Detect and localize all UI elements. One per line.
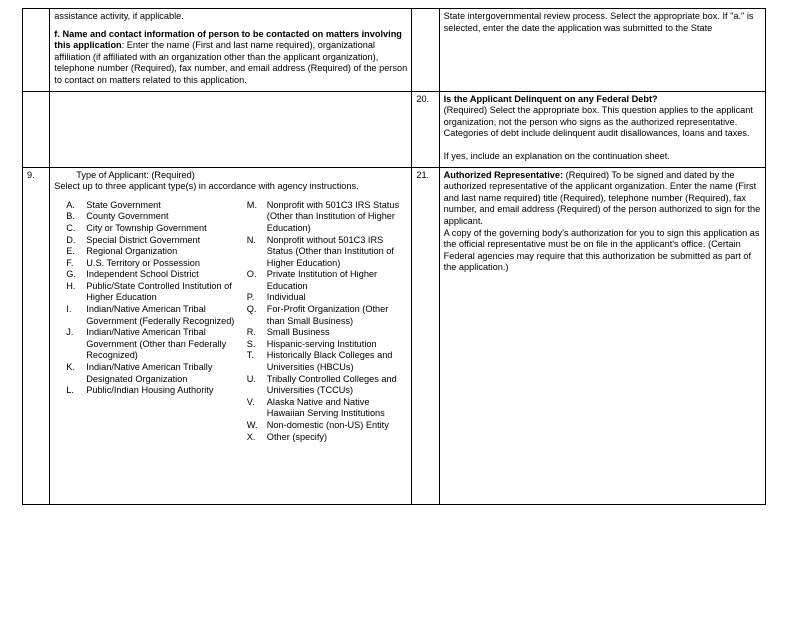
top-left-fragment-cell [50,9,412,92]
item-20-cell [439,91,765,167]
list-item [66,281,237,304]
list-item [66,235,237,247]
applicant-type-lists [54,200,407,443]
list-item-letter: M. [246,199,258,210]
list-item-letter: J. [66,327,74,338]
cell-blank-left-body-1 [50,91,412,167]
table-row-fragment [23,9,766,92]
list-item-letter: D. [66,234,76,245]
list-item-text: Historically Black Colleges and Universities (HBCUs) [266,350,393,373]
item-9-number: 9. [23,167,50,504]
list-item-text: Public/State Controlled Institution of Higher Education [86,280,232,303]
list-item [247,200,408,235]
list-item [247,327,408,339]
list-item-letter: G. [66,269,76,280]
applicant-type-column-left [66,200,237,443]
list-item-text: Hispanic-serving Institution [266,338,377,349]
item-9-cell [50,167,412,504]
list-item-text: Individual [266,292,306,303]
list-item-letter: N. [246,234,256,245]
list-item-text: Public/Indian Housing Authority [86,385,214,396]
list-item-text: Private Institution of Higher Education [266,269,378,291]
item-f-label: f. Name and contact information of person to be contacted on matters involving this application [54,28,402,51]
list-item-letter: S. [246,338,256,349]
list-item-text: Indian/Native American Tribally Designated Organization [86,362,213,384]
table-row-item-9-and-21 [23,167,766,504]
list-item-letter: V. [246,396,255,407]
list-item [247,339,408,351]
list-item-letter: B. [66,211,75,222]
list-item [247,292,408,304]
cell-blank-left-1 [23,91,50,167]
item-20-body: (Required) Select the appropriate box. This question applies to the applicant organization, not the person who signs as the authorized representative. Categories of debt include delinquent audit disallowances, loans and taxes. [443,105,753,139]
list-item-text: Nonprofit with 501C3 IRS Status (Other than Institution of Higher Education) [266,199,400,233]
list-item-text: County Government [86,211,169,222]
list-item [66,269,237,281]
list-item-letter: U. [246,373,256,384]
list-item-text: Other (specify) [266,431,328,442]
row-number-empty-right [412,9,439,92]
list-item-letter: T. [246,350,254,361]
list-item-text: For-Profit Organization (Other than Small Business) [266,304,389,326]
item-21-label: Authorized Representative: [443,169,564,180]
top-right-fragment-text: State intergovernmental review process. Select the appropriate box. If "a." is selected, enter the date the application was submitted to the State [443,11,754,33]
list-item-letter: E. [66,246,75,257]
item-f-body: : Enter the name (First and last name required), organizational affiliation (if affiliated with an organization other than the applicant organization), telephone number (Required), fax number, and email address (Required) of the person to contact on matters related to this application. [54,40,408,85]
list-item-letter: F. [66,257,74,268]
list-item-text: Non-domestic (non-US) Entity [266,420,389,430]
top-left-fragment-text: assistance activity, if applicable. [54,11,184,21]
list-item-text: U.S. Territory or Possession [86,257,200,268]
list-item [247,269,408,292]
list-item-text: Regional Organization [86,246,178,257]
list-item-letter: K. [66,362,75,373]
item-21-cell [439,167,765,504]
list-item-text: Independent School District [86,269,199,280]
item-21-number: 21. [412,167,439,504]
list-item [66,211,237,223]
list-item [66,304,237,327]
item-9-title: Type of Applicant: (Required) [76,169,195,180]
list-item-text: State Government [86,199,161,210]
list-item-letter: P. [246,292,255,303]
top-right-fragment-cell [439,9,765,92]
list-item [247,350,408,373]
list-item-letter: H. [66,280,76,291]
applicant-type-column-right [237,200,408,443]
list-item-letter: L. [66,385,74,396]
instructions-table [22,8,766,505]
item-21-body: (Required) To be signed and dated by the authorized representative of the applicant organization. Enter the name (First and last name required) title (Required), telephone number (Required), fax number, and email address (Required) of the person authorized to sign for the applicant. [443,169,761,226]
item-f-paragraph [54,29,407,87]
item-21-paragraph [444,170,761,228]
list-item [66,385,237,397]
list-item-letter: X. [246,431,256,442]
list-item [66,327,237,362]
list-item-text: Alaska Native and Native Hawaiian Serving Institutions [266,396,385,419]
list-item-text: Indian/Native American Tribal Government (Other than Federally Recognized) [86,327,227,361]
list-item [247,397,408,420]
list-item [247,304,408,327]
item-21-body2: A copy of the governing body's authorization for you to sign this application as the official representative must be on file in the applicant's office. (Certain Federal agencies may require that this authorization be submitted as part of the application.) [443,227,760,273]
table-row-item-20 [23,91,766,167]
item-20-paragraph [444,94,761,140]
list-item [247,420,408,432]
list-item [247,235,408,270]
list-item-text: Nonprofit without 501C3 IRS Status (Other than Institution of Higher Education) [266,234,394,268]
list-item-text: Indian/Native American Tribal Government (Federally Recognized) [86,304,235,326]
item-9-subtitle: Select up to three applicant type(s) in accordance with agency instructions. [54,181,359,192]
item-20-note: If yes, include an explanation on the continuation sheet. [443,150,670,161]
list-item [66,223,237,235]
list-item-text: Special District Government [86,234,201,245]
list-item [66,362,237,385]
list-item-letter: W. [246,420,258,430]
row-number-empty-left [23,9,50,92]
list-item-letter: O. [246,269,257,280]
list-item-letter: R. [246,327,256,338]
list-item [66,246,237,258]
list-item-text: City or Township Government [86,222,207,233]
list-item [247,374,408,397]
item-20-label: Is the Applicant Delinquent on any Federal Debt? [443,93,658,104]
list-item-letter: I. [66,304,72,315]
list-item-text: Tribally Controlled Colleges and Universities (TCCUs) [266,373,397,396]
list-item-text: Small Business [266,327,330,338]
list-item [247,432,408,444]
list-item-letter: Q. [246,304,257,315]
list-item [66,258,237,270]
item-20-number: 20. [412,91,439,167]
list-item-letter: C. [66,222,76,233]
list-item [66,200,237,212]
list-item-letter: A. [66,199,75,210]
